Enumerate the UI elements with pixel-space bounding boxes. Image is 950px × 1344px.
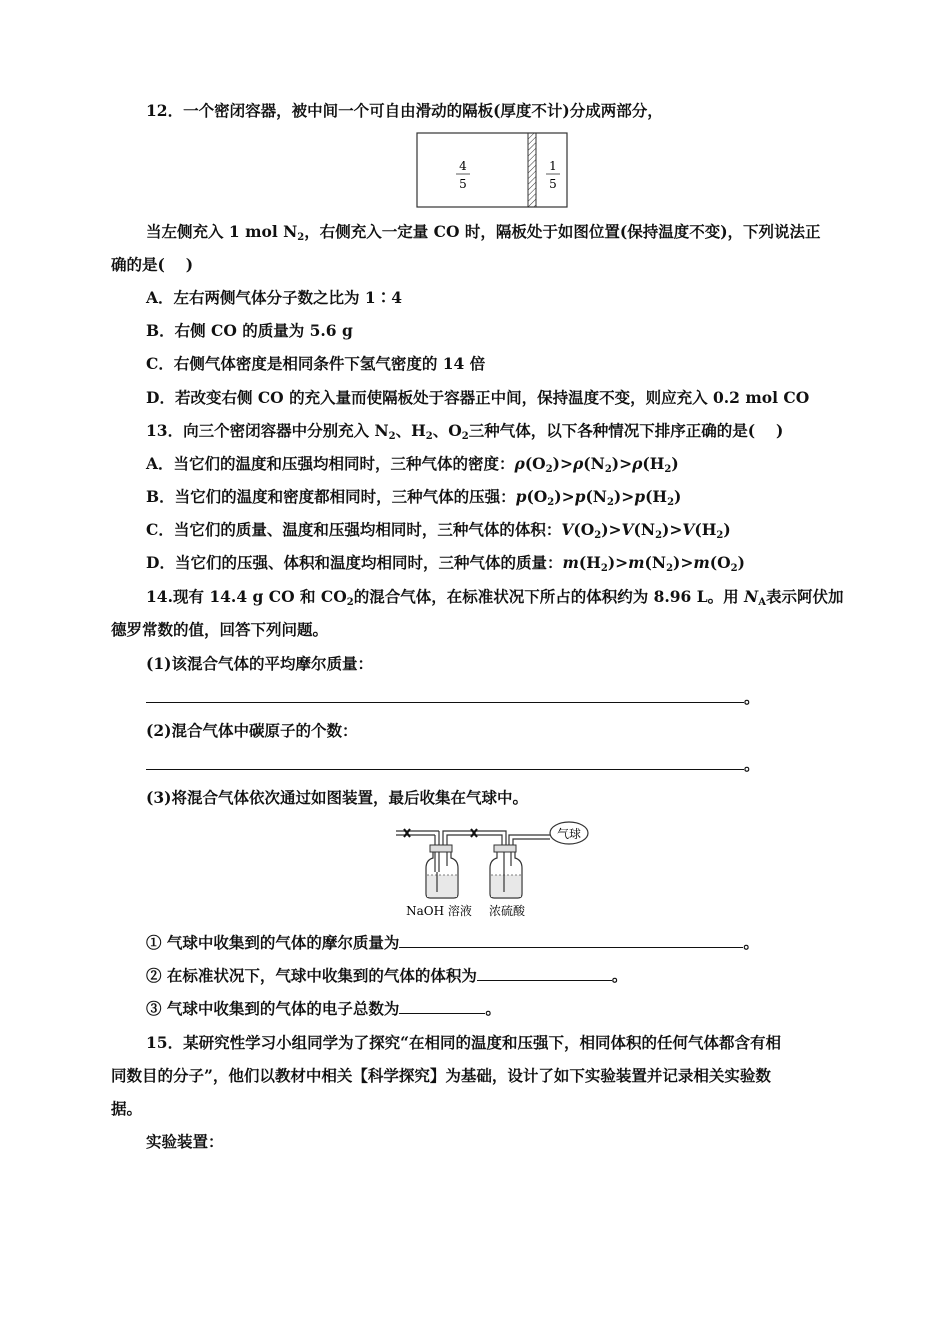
q15-line1: 15．某研究性学习小组同学为了探究“在相同的温度和压强下，相同体积的任何气体都含有相 [146,1033,781,1052]
q15-apparatus-heading: 实验装置： [146,1132,224,1151]
q15-line2: 同数目的分子”，他们以教材中相关【科学探究】为基础，设计了如下实验装置并记录相关实验数 [111,1066,771,1085]
q12-option-a: A．左右两侧气体分子数之比为 1∶4 [146,288,402,307]
balloon-label: 气球 [556,827,582,841]
q12-option-d: D．若改变右侧 CO 的充入量而使隔板处于容器正中间，保持温度不变，则应充入 0.2 mol CO [146,388,810,407]
naoh-solution-label: NaOH 溶液 [406,904,472,918]
q14-sub3: ③ 气球中收集到的气体的电子总数为 。 [146,999,501,1018]
q13-stem: 13．向三个密闭容器中分别充入 $N_2$、$H_2$、$O_2$三种气体，以下各种情况下排序正确的是( ) [146,421,784,442]
q14-part2-answer-line: 。 [146,755,760,775]
bottle-1-stopper [430,845,452,852]
q14-stem-line2: 德罗常数的值，回答下列问题。 [111,620,329,639]
gas-washing-apparatus-figure [394,818,594,922]
q14-part3-prompt: (3)将混合气体依次通过如图装置，最后收集在气球中。 [146,788,528,807]
q12-option-c: C．右侧气体密度是相同条件下氢气密度的 14 倍 [146,354,486,373]
q14-sub2: ② 在标准状况下，气球中收集到的气体的体积为 。 [146,966,628,985]
q14-part1-answer-line: 。 [146,688,760,708]
q12-continuation-line2: 确的是( ) [111,255,194,274]
q14-stem: 14.现有 14.4 g CO 和 $CO_2$的混合气体，在标准状况下所占的体积约为 8.96 L。用 $N_A$表示阿伏加 [146,587,844,608]
bottle-2-liquid [491,875,521,897]
q14-part1-prompt: (1)该混合气体的平均摩尔质量： [146,654,373,673]
q12-continuation-line1: 当左侧充入 1 mol $N_2$，右侧充入一定量 CO 时，隔板处于如图位置(保持温度不变)，下列说法正 [146,222,821,243]
left-fraction-numerator: 4 [459,159,467,173]
q13-option-c: C．当它们的质量、温度和压强均相同时，三种气体的体积：$V(O_2)>V(N_2)>V(H_2)$ [146,520,731,541]
left-fraction-denominator: 5 [459,177,467,191]
q12-option-b: B．右侧 CO 的质量为 5.6 g [146,321,353,340]
q15-line3: 据。 [111,1099,143,1118]
q13-option-d: D．当它们的压强、体积和温度均相同时，三种气体的质量：$m(H_2)>m(N_2)>m(O_2)$ [146,553,745,574]
container-partition-figure [416,132,568,208]
answer-blank[interactable] [477,966,612,981]
middle-clamp-icon [471,829,477,837]
conc-sulfuric-acid-label: 浓硫酸 [488,904,526,918]
right-fraction-numerator: 1 [549,159,557,173]
q14-part2-prompt: (2)混合气体中碳原子的个数： [146,721,358,740]
partition-plate [528,133,536,207]
right-fraction-denominator: 5 [549,177,557,191]
q13-option-b: B．当它们的温度和密度都相同时，三种气体的压强：$p(O_2)>p(N_2)>p(H_2)$ [146,487,682,508]
bottle-1-liquid [427,875,457,897]
answer-blank[interactable] [146,755,744,770]
bottle-2-stopper [494,845,516,852]
q14-sub1: ① 气球中收集到的气体的摩尔质量为 。 [146,933,759,952]
answer-blank[interactable] [399,933,743,948]
q13-option-a: A．当它们的温度和压强均相同时，三种气体的密度：$\rho(O_2)>\rho(N_2)>\rho(H_2)$ [146,454,679,475]
inlet-clamp-icon [404,829,410,837]
answer-blank[interactable] [146,688,744,703]
q12-stem: 12．一个密闭容器，被中间一个可自由滑动的隔板(厚度不计)分成两部分， [146,101,663,120]
answer-blank[interactable] [399,999,485,1014]
